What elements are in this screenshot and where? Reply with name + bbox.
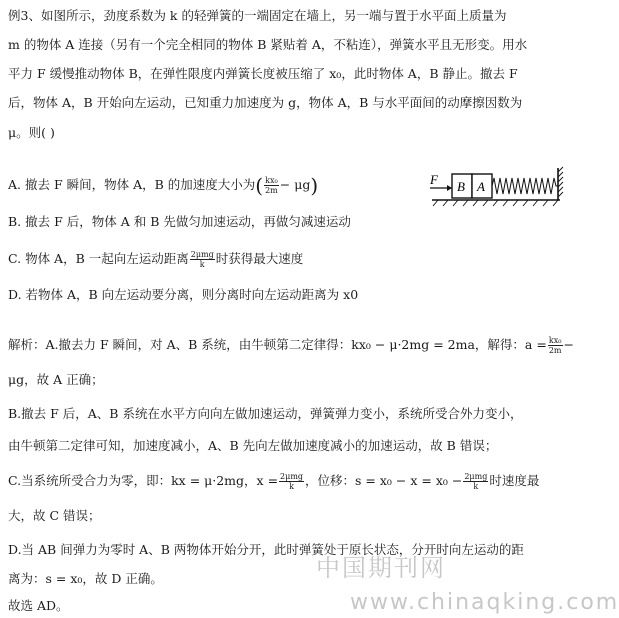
option-b: B. 撤去 F 后，物体 A 和 B 先做匀加速运动，再做匀减速运动 bbox=[8, 214, 351, 229]
block-a-label: A bbox=[477, 179, 485, 194]
option-c: C. 物体 A，B 一起向左运动距离 $\frac{\text{2μmg}}{k}$ 时获得最大速度 bbox=[8, 250, 304, 269]
solution-line-2: μg，故 A 正确； bbox=[8, 372, 104, 387]
solution-fraction-x: $\frac{\text{2μmg}}{k}$ bbox=[280, 472, 304, 491]
force-label: F bbox=[430, 172, 438, 187]
question-line-4: 后，物体 A，B 开始向左运动，已知重力加速度为 g，物体 A，B 与水平面间的动摩擦因数为 bbox=[8, 95, 523, 110]
solution-line-3: B.撤去 F 后，A、B 系统在水平方向向左做加速运动，弹簧弹力变小，系统所受合外力变小， bbox=[8, 406, 523, 421]
option-a-text: A. 撤去 F 瞬间，物体 A，B 的加速度大小为 bbox=[8, 177, 256, 192]
question-line-1: 例3、如图所示，劲度系数为 k 的轻弹簧的一端固定在墙上，另一端与置于水平面上质量为 bbox=[8, 8, 507, 23]
block-b-label: B bbox=[457, 179, 465, 194]
solution-line-1: 解析：A.撤去力 F 瞬间，对 A、B 系统，由牛顿第二定律得：kx₀ − μ·2mg = 2ma，解得：a = $\frac{\text{kx₀}}{2m}$ − bbox=[8, 336, 574, 355]
option-a-fraction: $\frac{\text{kx₀}}{2m}$ bbox=[265, 176, 278, 195]
solution-line-8: 离为：s = x₀，故 D 正确。 bbox=[8, 571, 163, 586]
option-a: A. 撤去 F 瞬间，物体 A，B 的加速度大小为( $\frac{\text{kx₀}}{2m}$ − μg) bbox=[8, 173, 319, 198]
option-d: D. 若物体 A，B 向左运动要分离，则分离时向左运动距离为 x0 bbox=[8, 287, 359, 302]
watermark-url: www.chinaqking.com bbox=[350, 590, 619, 615]
spring bbox=[492, 178, 558, 194]
solution-fraction-a: $\frac{\text{kx₀}}{2m}$ bbox=[548, 336, 562, 355]
solution-line-4: 由牛顿第二定律可知，加速度减小，A、B 先向左做加速度减小的加速运动，故 B 错误； bbox=[8, 438, 498, 453]
question-line-3: 平力 F 缓慢推动物体 B，在弹性限度内弹簧长度被压缩了 x₀，此时物体 A，B 静止。撤去 F bbox=[8, 66, 518, 81]
solution-fraction-s: $\frac{\text{2μmg}}{k}$ bbox=[464, 472, 488, 491]
question-line-2: m 的物体 A 连接（另有一个完全相同的物体 B 紧贴着 A，不粘连），弹簧水平且无形变。用水 bbox=[8, 37, 528, 52]
ground-hatching bbox=[433, 200, 558, 206]
solution-line-7: D.当 AB 间弹力为零时 A、B 两物体开始分开，此时弹簧处于原长状态，分开时向左运动的距 bbox=[8, 542, 524, 557]
watermark-cn: 中国期刊网 bbox=[316, 554, 446, 582]
solution-line-9: 故选 AD。 bbox=[8, 598, 69, 613]
solution-line-6: 大，故 C 错误； bbox=[8, 508, 101, 523]
force-arrowhead bbox=[447, 185, 452, 191]
spring-block-diagram bbox=[428, 166, 568, 214]
question-line-5: μ。则( ) bbox=[8, 125, 55, 140]
option-c-fraction: $\frac{\text{2μmg}}{k}$ bbox=[190, 250, 214, 269]
option-c-text: C. 物体 A，B 一起向左运动距离 bbox=[8, 251, 189, 266]
solution-line-5: C.当系统所受合力为零，即：kx = μ·2mg，x = $\frac{\text{2μmg}}{k}$ ，位移：s = x₀ − x = x₀ − $\frac{\text{2μmg}}{k}$ 时速度最 bbox=[8, 472, 540, 491]
